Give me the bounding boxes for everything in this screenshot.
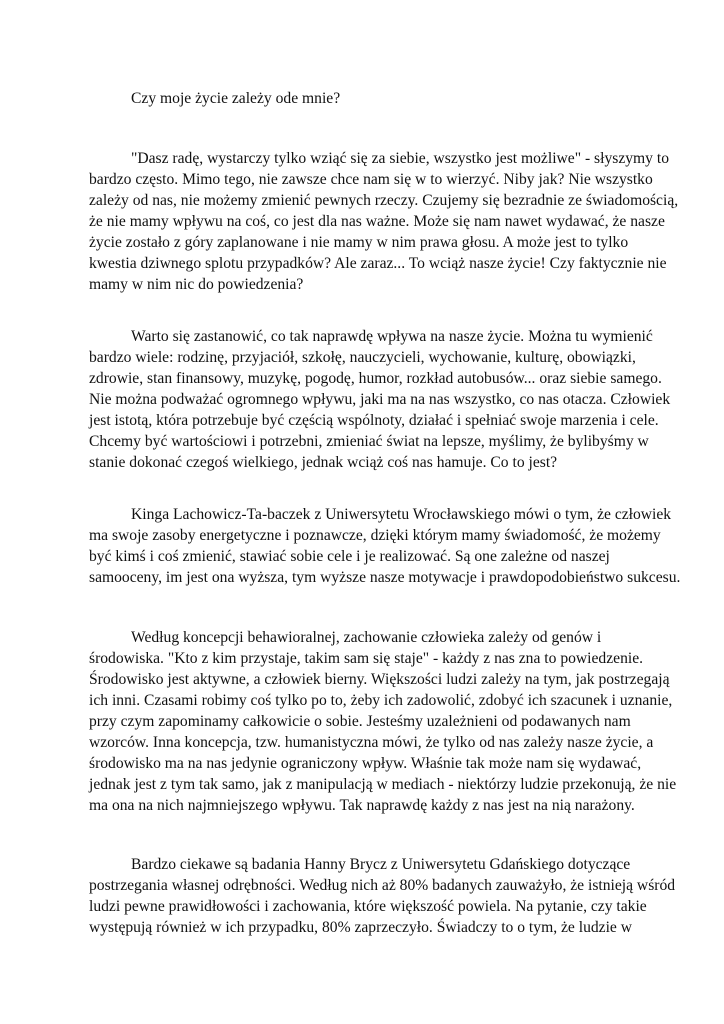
paragraph-line: stanie dokonać czegoś wielkiego, jednak wciąż coś nas hamuje. Co to jest? (89, 454, 558, 471)
paragraph-line: kwestia dziwnego splotu przypadków? Ale zaraz... To wciąż nasze życie! Czy faktycznie nie (89, 255, 667, 272)
paragraph-line: życie zostało z góry zaplanowane i nie mamy w nim prawa głosu. A może jest to tylko (89, 234, 629, 251)
paragraph-line: Kinga Lachowicz-Ta-baczek z Uniwersytetu Wrocławskiego mówi o tym, że człowiek (131, 506, 672, 523)
paragraph-line: mamy w nim nic do powiedzenia? (89, 276, 304, 293)
paragraph-line: środowisko ma na nas jedynie ograniczony wpływ. Właśnie tak może nam się wydawać, (89, 755, 642, 772)
paragraph-line: Według koncepcji behawioralnej, zachowanie człowieka zależy od genów i (131, 629, 602, 646)
paragraph-line: że nie mamy wpływu na coś, co jest dla nas ważne. Może się nam nawet wydawać, że nasze (89, 213, 665, 230)
paragraph-line: "Dasz radę, wystarczy tylko wziąć się za siebie, wszystko jest możliwe" - słyszymy to (131, 150, 669, 167)
paragraph-line: samooceny, im jest ona wyższa, tym wyższe nasze motywacje i prawdopodobieństwo sukcesu. (89, 569, 681, 586)
paragraph-line: ma ona na nich najmniejszego wpływu. Tak naprawdę każdy z nas jest na nią narażony. (89, 797, 635, 814)
paragraph-line: bardzo wiele: rodzinę, przyjaciół, szkołę, nauczycieli, wychowanie, kulturę, obowiązki, (89, 349, 636, 366)
paragraph-line: przy czym zapominamy całkowicie o sobie. Jesteśmy uzależnieni od podawanych nam (89, 713, 631, 730)
paragraph-line: występują również w ich przypadku, 80% zaprzeczyło. Świadczy to o tym, że ludzie w (89, 919, 632, 936)
paragraph-line: środowiska. "Kto z kim przystaje, takim sam się staje" - każdy z nas zna to powiedzenie. (89, 650, 644, 667)
paragraph-line: wzorców. Inna koncepcja, tzw. humanistyczna mówi, że tylko od nas zależy nasze życie, a (89, 734, 654, 751)
paragraph-line: być kimś i coś zmienić, stawiać sobie cele i je realizować. Są one zależne od naszej (89, 548, 610, 565)
paragraph-line: Chcemy być wartościowi i potrzebni, zmieniać świat na lepsze, myślimy, że bylibyśmy w (89, 433, 649, 450)
paragraph-line: jednak jest z tym tak samo, jak z manipulacją w mediach - niektórzy ludzie przekonują, że nie (89, 776, 677, 793)
paragraph-line: ludzi pewne prawidłowości i zachowania, które większość powiela. Na pytanie, czy takie (89, 898, 647, 915)
paragraph-line: jest istotą, która potrzebuje być częścią wspólnoty, działać i spełniać swoje marzenia i cele. (89, 412, 659, 429)
paragraph-line: Bardzo ciekawe są badania Hanny Brycz z Uniwersytetu Gdańskiego dotyczące (131, 856, 631, 873)
paragraph-line: Środowisko jest aktywne, a człowiek bierny. Większości ludzi zależy na tym, jak postrzegają (89, 671, 670, 688)
paragraph-line: zależy od nas, nie możemy zmienić pewnych rzeczy. Czujemy się bezradnie ze świadomością, (89, 192, 679, 209)
paragraph-line: bardzo często. Mimo tego, nie zawsze chce nam się w to wierzyć. Niby jak? Nie wszystko (89, 171, 653, 188)
paragraph-line: postrzegania własnej odrębności. Według nich aż 80% badanych zauważyło, że istnieją wśród (89, 877, 676, 894)
paragraph-line: ma swoje zasoby energetyczne i poznawcze, dzięki którym mamy świadomość, że możemy (89, 527, 661, 544)
paragraph-line: Warto się zastanowić, co tak naprawdę wpływa na nasze życie. Można tu wymienić (131, 328, 653, 345)
document-title: Czy moje życie zależy ode mnie? (131, 90, 341, 107)
paragraph-line: ich inni. Czasami robimy coś tylko po to, żeby ich zadowolić, zdobyć ich szacunek i uznanie, (89, 692, 673, 709)
paragraph-line: zdrowie, stan finansowy, muzykę, pogodę, humor, rozkład autobusów... oraz siebie samego. (89, 370, 662, 387)
paragraph-line: Nie można podważać ogromnego wpływu, jaki ma na nas wszystko, co nas otacza. Człowiek (89, 391, 671, 408)
